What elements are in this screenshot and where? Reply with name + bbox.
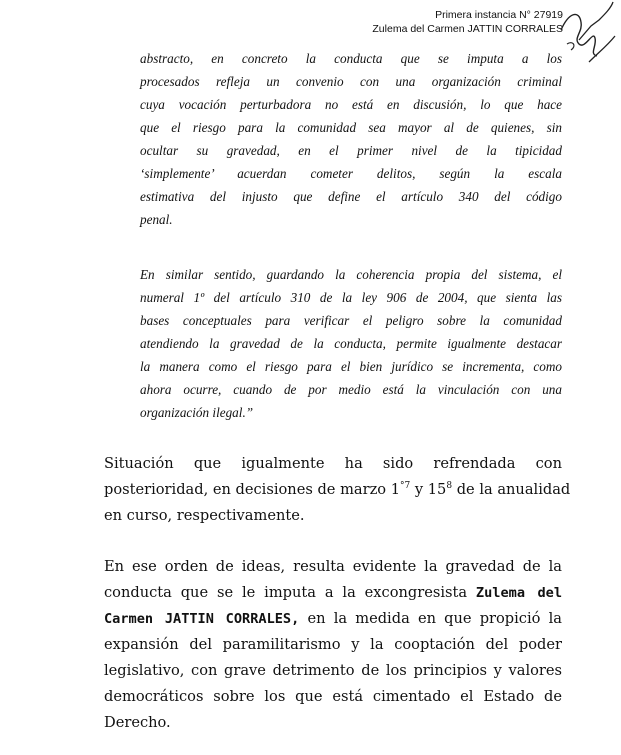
quotation-block-1	[140, 47, 562, 231]
quote2-line: En similar sentido, guardando la coherencia propia del sistema, el	[140, 267, 562, 282]
paragraph-line: En ese orden de ideas, resulta evidente la gravedad de la	[104, 558, 562, 575]
quotation-block-2	[140, 263, 562, 424]
quote2-line: la manera como el riesgo para el bien jurídico se incrementa, como	[140, 359, 562, 374]
quote2-line: numeral 1º del artículo 310 de la ley 906 de 2004, que sienta las	[140, 290, 562, 305]
quote1-line: que el riesgo para la comunidad sea mayor al de quienes, sin	[140, 120, 562, 135]
defendant-name-header: Zulema del Carmen JATTIN CORRALES	[372, 23, 563, 35]
page-header	[372, 8, 563, 36]
defendant-name-bold: Zulema del	[475, 585, 562, 601]
footnote-ref-8: 8	[446, 481, 453, 492]
quote2-line: ahora ocurre, cuando de por medio está la vinculación con una	[140, 382, 562, 397]
paragraph-line: expansión del paramilitarismo y la cooptación del poder	[104, 636, 562, 653]
paragraph-line: Carmen JATTIN CORRALES, en la medida en que propició la	[104, 610, 562, 627]
paragraph-line: posterioridad, en decisiones de marzo $1^{^\circ 7}$ y $15^8$ de la anualidad	[104, 481, 571, 498]
paragraph-line: Derecho.	[104, 714, 171, 731]
paragraph-line: legislativo, con grave detrimento de los principios y valores	[104, 662, 562, 679]
quote2-line: bases conceptuales para verificar el peligro sobre la comunidad	[140, 313, 562, 328]
quote1-line: cuya vocación perturbadora no está en discusión, lo que hace	[140, 97, 562, 112]
footnote-ref-7: °7	[400, 481, 411, 492]
case-number: Primera instancia N° 27919	[435, 9, 563, 21]
quote1-line: procesados refleja un convenio con una organización criminal	[140, 74, 562, 89]
paragraph-line: conducta que se le imputa a la excongresista Zulema del	[104, 584, 562, 601]
paragraph-line: democráticos sobre los que está cimentado el Estado de	[104, 688, 562, 705]
defendant-name-bold: Carmen JATTIN CORRALES,	[104, 611, 300, 627]
paragraph-line: Situación que igualmente ha sido refrendada con	[104, 455, 562, 472]
quote2-line: organización ilegal.”	[140, 405, 254, 420]
quote1-line: ocultar su gravedad, en el primer nivel de la tipicidad	[140, 143, 562, 158]
paragraph-line: en curso, respectivamente.	[104, 507, 305, 524]
paragraph-2	[104, 554, 562, 736]
paragraph-1	[104, 451, 571, 529]
quote1-line: penal.	[140, 212, 173, 227]
quote1-line: estimativa del injusto que define el artículo 340 del código	[140, 189, 562, 204]
quote2-line: atendiendo la gravedad de la conducta, permite igualmente destacar	[140, 336, 562, 351]
quote1-line: ‘simplemente’ acuerdan cometer delitos, según la escala	[140, 166, 562, 181]
quote1-line: abstracto, en concreto la conducta que se imputa a los	[140, 51, 562, 66]
